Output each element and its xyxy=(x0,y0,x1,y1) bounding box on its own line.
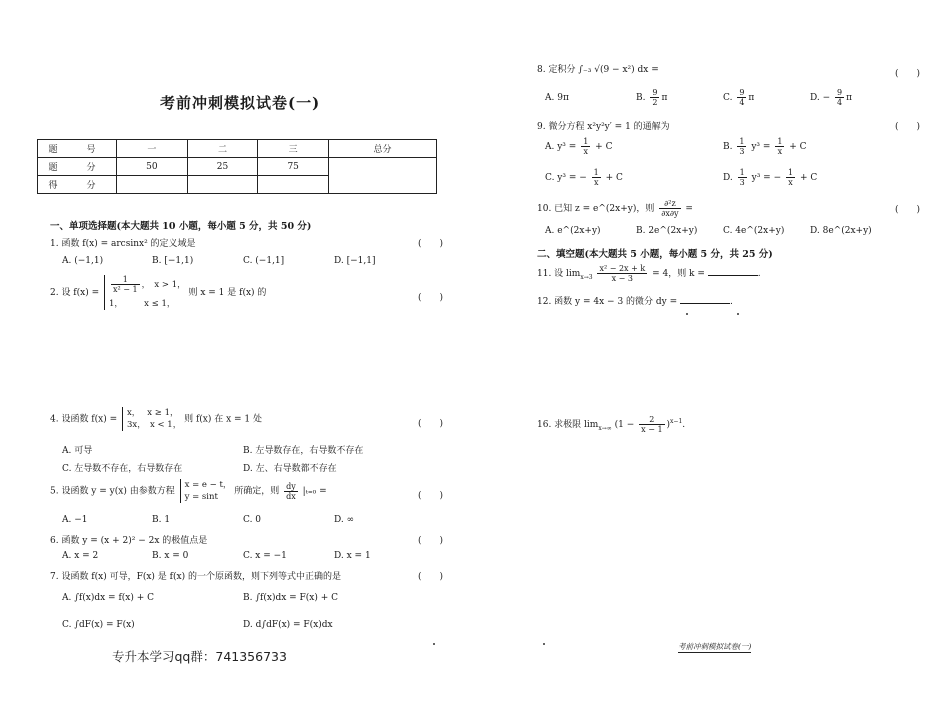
option: A. ∫f(x)dx = f(x) + C xyxy=(62,593,155,603)
page-title: 考前冲刺模拟试卷(一) xyxy=(160,94,321,112)
fraction: $\frac{dy}{dx}$ xyxy=(286,481,296,501)
option: D. 8e^(2x+y) xyxy=(810,226,872,236)
option: B. $\frac{1}{3}$ y³ = $\frac{1}{x}$ + C xyxy=(723,137,807,156)
option: A. y³ = $\frac{1}{x}$ + C xyxy=(545,137,613,156)
option: B. $\frac{9}{2}$ π xyxy=(636,88,668,107)
option: B. x = 0 xyxy=(152,551,189,561)
table-cell xyxy=(187,176,258,194)
option: A. e^(2x+y) xyxy=(545,226,601,236)
option: D. x = 1 xyxy=(334,551,371,561)
answer-paren: ( ) xyxy=(418,239,444,249)
piecewise: x = e − t， y = sint xyxy=(180,479,232,503)
question-text: 2. 设 f(x) = xyxy=(50,288,100,298)
footer-note: 专升本学习qq群：741356733 xyxy=(112,649,287,664)
question-stem xyxy=(50,479,327,503)
option: C. $\frac{9}{4}$ π xyxy=(723,88,755,107)
question-stem: 16. 求极限 $\lim_{x\to\infty} (1$ − $\frac{2}{x - 1}$ )$^{x-1}$. xyxy=(537,415,686,434)
option: D. $\frac{1}{3}$ y³ = − $\frac{1}{x}$ + C xyxy=(723,168,818,187)
answer-paren: ( ) xyxy=(418,419,444,429)
scan-mark xyxy=(543,643,545,645)
table-cell: 三 xyxy=(258,140,329,158)
table-cell: 25 xyxy=(187,158,258,176)
table-cell xyxy=(117,176,188,194)
option: A. 可导 xyxy=(62,446,93,456)
option: D. − $\frac{9}{4}$ π xyxy=(810,88,853,107)
answer-paren: ( ) xyxy=(418,536,444,546)
question-text: 4. 设函数 f(x) = xyxy=(50,414,118,425)
question-text: 5. 设函数 y = y(x) 由参数方程 xyxy=(50,486,175,497)
table-cell: 75 xyxy=(258,158,329,176)
section-heading: 一、单项选择题(本大题共 10 小题，每小题 5 分，共 50 分) xyxy=(50,221,312,232)
piecewise: $\frac{1}{\text{x² − 1}}$ ， x > 1， 1， x ≤ 1， xyxy=(104,275,186,310)
question-stem: 6. 函数 y = (x + 2)² − 2x 的极值点是 xyxy=(50,536,208,546)
page-footer: 考前冲刺模拟试卷(一) xyxy=(678,642,752,651)
table-cell: 一 xyxy=(117,140,188,158)
option: C. ∫dF(x) = F(x) xyxy=(62,620,135,630)
table-cell xyxy=(258,176,329,194)
piecewise: x， x ≥ 1， 3x， x < 1， xyxy=(122,407,181,431)
answer-paren: ( ) xyxy=(895,69,921,79)
answer-blank[interactable] xyxy=(680,295,730,304)
option: C. 4e^(2x+y) xyxy=(723,226,785,236)
fraction: $\frac{1}{x}$ xyxy=(777,137,783,156)
question-stem: 8. 定积分 ∫₋₃ √(9 − x²) dx = xyxy=(537,65,659,75)
fraction: $\frac{9}{4}$ xyxy=(837,88,843,107)
option: C. 左导数不存在，右导数存在 xyxy=(62,464,183,474)
answer-paren: ( ) xyxy=(895,205,921,215)
question-stem: 9. 微分方程 x²y²y′ = 1 的通解为 xyxy=(537,122,670,132)
fraction: $\frac{1}{3}$ xyxy=(739,137,745,156)
question-text: 则 x = 1 是 f(x) 的 xyxy=(188,288,267,298)
fraction: $\frac{\text{∂²z}}{\partial x\partial y}$ xyxy=(661,199,679,218)
option: D. ∞ xyxy=(334,515,355,525)
option: C. (−1,1] xyxy=(243,256,285,266)
question-stem: 10. 已知 z = e^(2x+y)，则 $\frac{\text{∂²z}}{\partial x\partial y}$ = xyxy=(537,199,693,218)
fraction: $\frac{1}{x}$ xyxy=(787,168,794,187)
answer-paren: ( ) xyxy=(418,491,444,501)
table-cell: 二 xyxy=(187,140,258,158)
table-cell: 题 分 xyxy=(38,158,117,176)
question-stem: 1. 函数 f(x) = arcsinx² 的定义域是 xyxy=(50,239,196,249)
table-cell xyxy=(329,158,437,194)
fraction: $\frac{1}{x}$ xyxy=(593,168,599,187)
option: A. (−1,1) xyxy=(62,256,104,266)
table-cell: 总分 xyxy=(329,140,437,158)
question-stem: 11. 设 $\lim_{x\to 3}$ $\frac{\text{x² − 2x + k}}{x - 3}$ = 4，则 k = . xyxy=(537,264,761,283)
answer-paren: ( ) xyxy=(418,572,444,582)
option: B. 左导数存在，右导数不存在 xyxy=(243,446,364,456)
question-stem: 7. 设函数 f(x) 可导，F(x) 是 f(x) 的一个原函数，则下列等式中正确的是 xyxy=(50,572,341,582)
scan-mark xyxy=(686,313,688,315)
question-text: |ₜ₌₀ = xyxy=(302,486,327,497)
fraction: $\frac{9}{2}$ xyxy=(652,88,658,107)
table-row xyxy=(38,158,437,176)
scan-mark xyxy=(737,313,739,315)
table-row xyxy=(38,140,437,158)
fraction: $\frac{1}{\text{x² − 1}}$ xyxy=(113,275,138,294)
option: B. [−1,1) xyxy=(152,256,194,266)
option: D. [−1,1] xyxy=(334,256,376,266)
question-stem: 12. 函数 y = 4x − 3 的微分 dy = . xyxy=(537,297,733,307)
option: B. 1 xyxy=(152,515,171,525)
fraction: $\frac{1}{x}$ xyxy=(583,137,589,156)
fraction: $\frac{2}{x - 1}$ xyxy=(641,415,663,434)
question-text: 所确定，则 xyxy=(234,486,280,497)
option: A. −1 xyxy=(62,515,88,525)
answer-paren: ( ) xyxy=(895,122,921,132)
answer-paren: ( ) xyxy=(418,293,444,303)
option: A. x = 2 xyxy=(62,551,99,561)
option: D. d∫dF(x) = F(x)dx xyxy=(243,620,333,630)
option: C. y³ = − $\frac{1}{x}$ + C xyxy=(545,168,623,187)
option: C. 0 xyxy=(243,515,262,525)
section-heading: 二、填空题(本大题共 5 小题，每小题 5 分，共 25 分) xyxy=(537,249,773,260)
question-stem xyxy=(50,275,266,310)
option: B. 2e^(2x+y) xyxy=(636,226,698,236)
question-text: 则 f(x) 在 x = 1 处 xyxy=(184,414,263,425)
fraction: $\frac{9}{4}$ xyxy=(739,88,745,107)
option: C. x = −1 xyxy=(243,551,287,561)
score-table xyxy=(37,139,437,194)
option: B. ∫f(x)dx = F(x) + C xyxy=(243,593,339,603)
table-cell: 50 xyxy=(117,158,188,176)
table-cell: 题 号 xyxy=(38,140,117,158)
option: D. 左、右导数都不存在 xyxy=(243,464,337,474)
fraction: $\frac{\text{x² − 2x + k}}{x - 3}$ xyxy=(599,264,646,283)
question-stem xyxy=(50,407,262,431)
answer-blank[interactable] xyxy=(708,267,758,276)
option: A. 9π xyxy=(545,93,569,103)
scan-mark xyxy=(433,643,435,645)
table-cell: 得 分 xyxy=(38,176,117,194)
fraction: $\frac{1}{3}$ xyxy=(739,168,745,187)
